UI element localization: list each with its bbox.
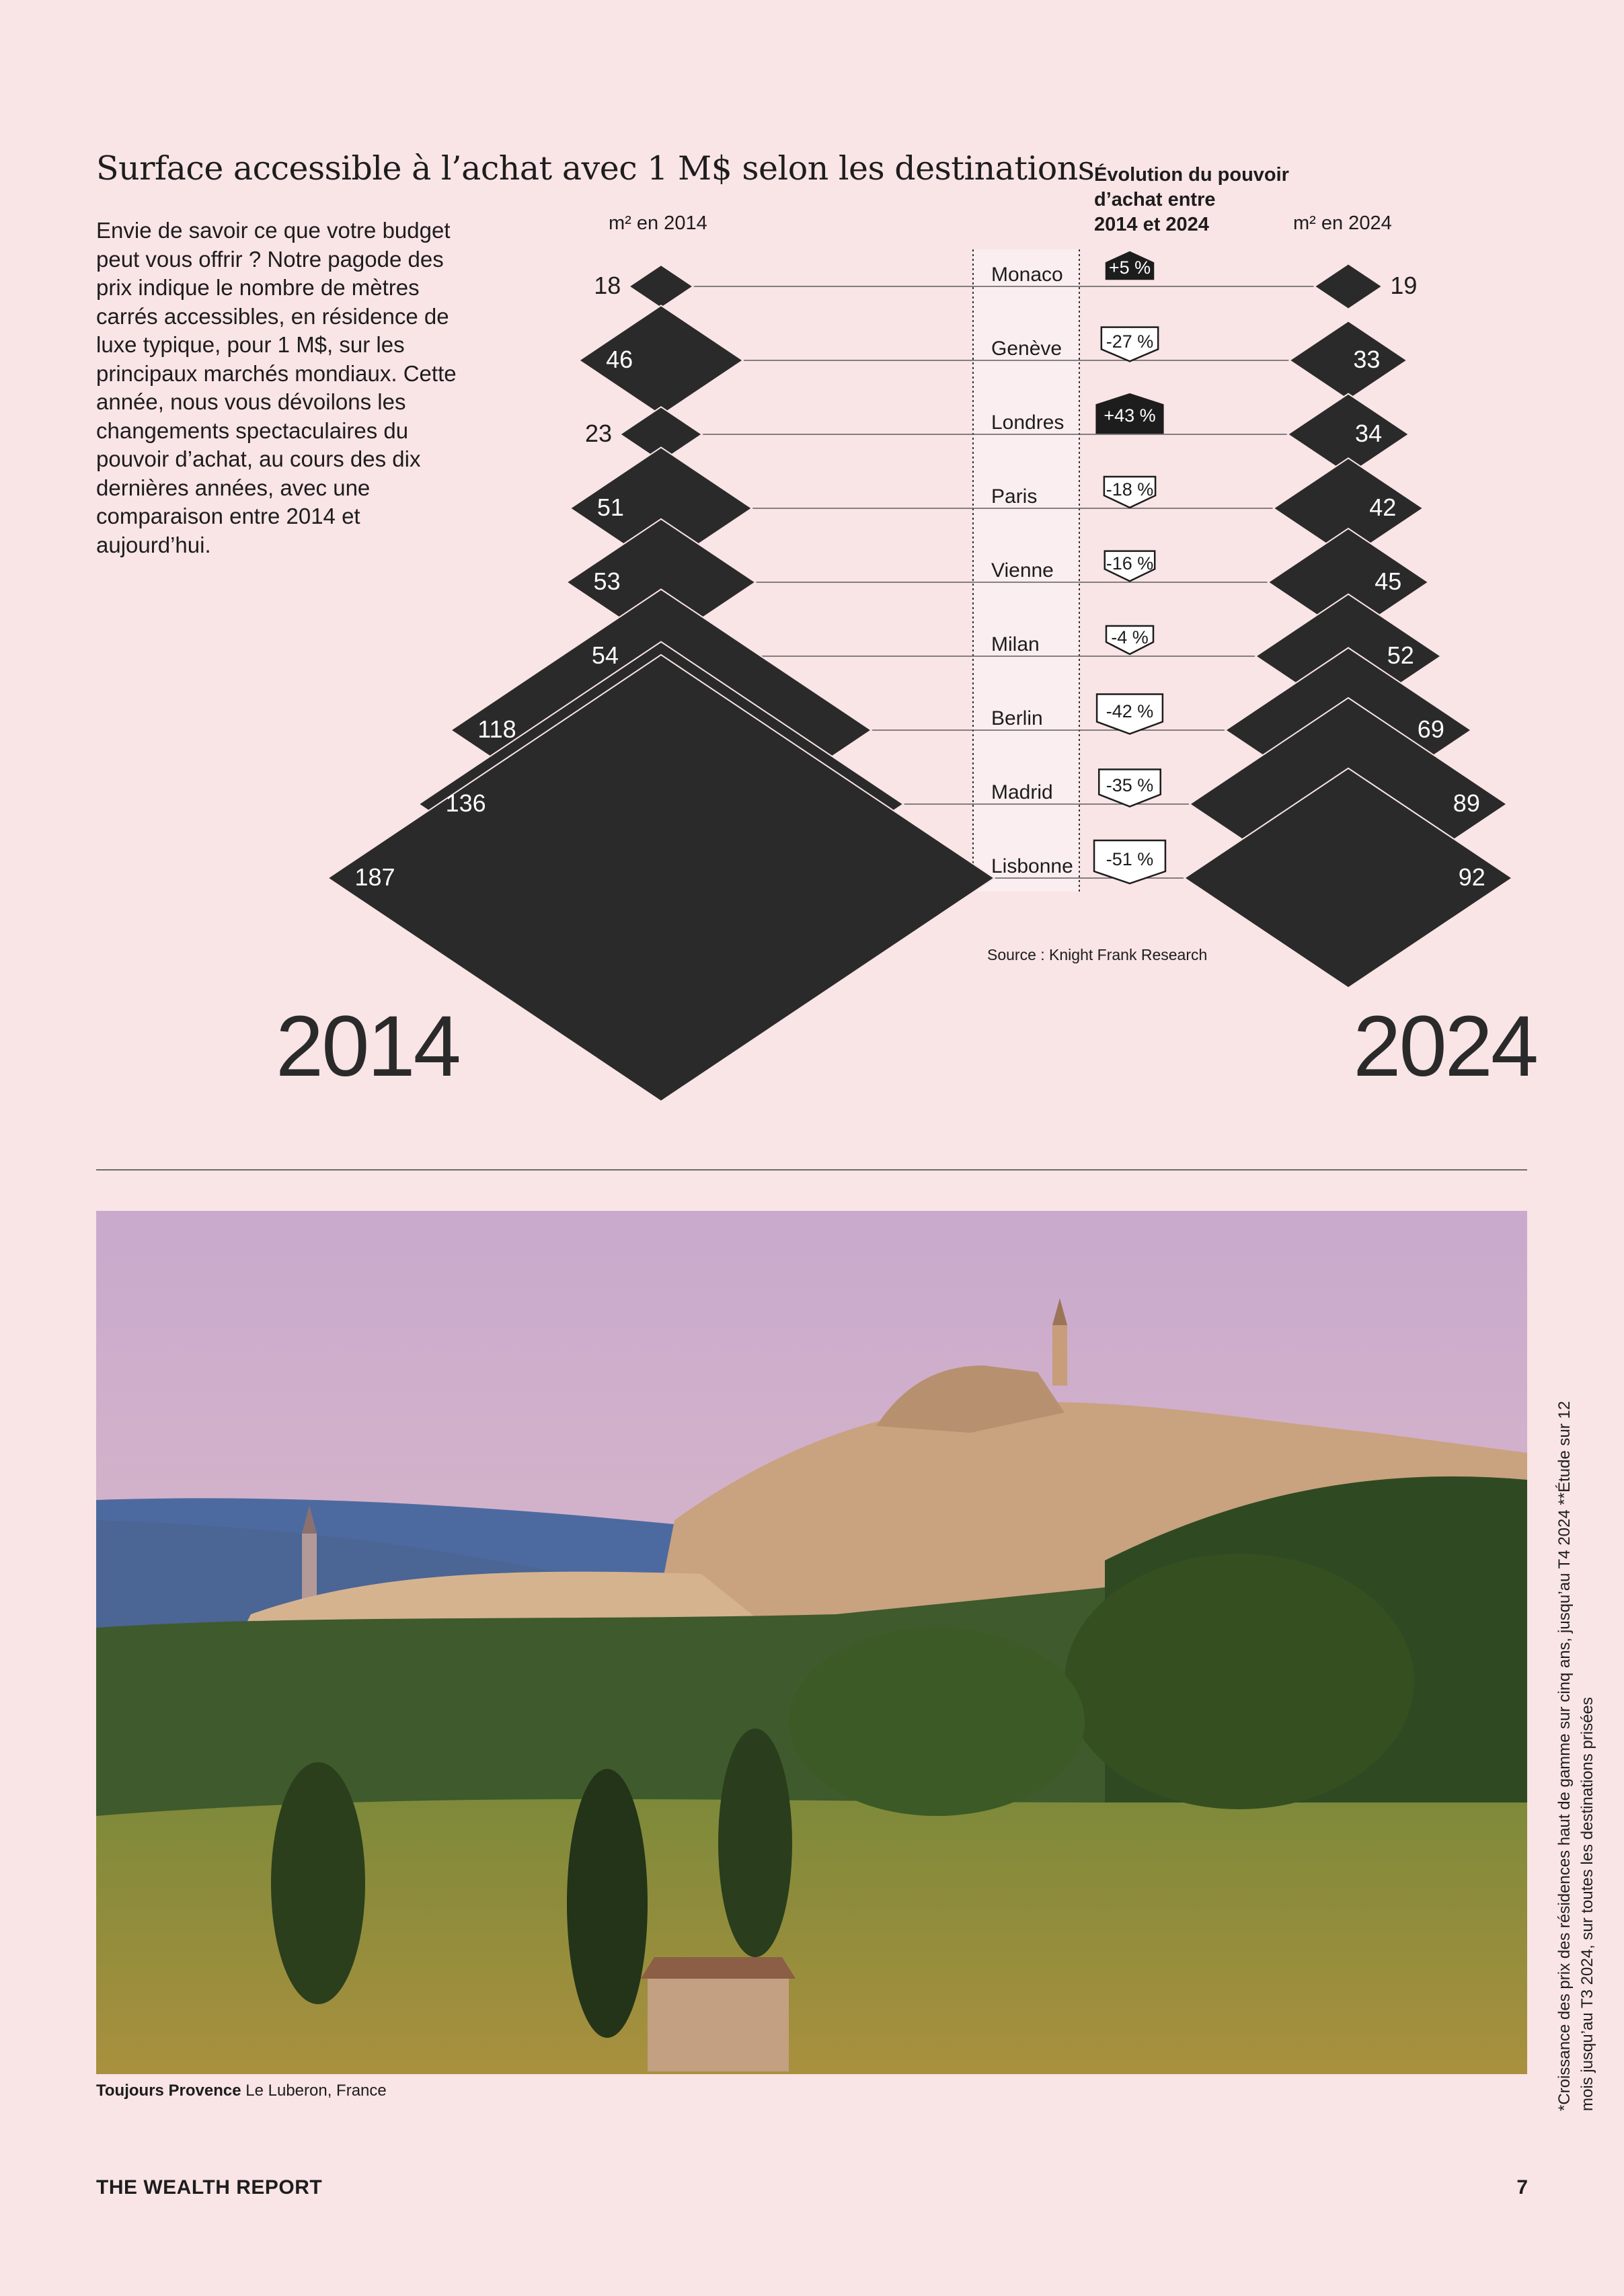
change-label-londres: +43 % — [1104, 405, 1156, 426]
change-label-berlin: -42 % — [1106, 701, 1154, 721]
change-label-geneve: -27 % — [1106, 331, 1154, 352]
diamond-2014-geneve — [579, 305, 743, 415]
provence-village-illustration — [96, 1211, 1527, 2074]
value-2014-berlin: 118 — [477, 715, 516, 743]
value-2014-milan: 54 — [591, 641, 619, 669]
header-2024: m² en 2024 — [1293, 212, 1392, 234]
city-label-londres: Londres — [991, 411, 1065, 434]
change-label-madrid: -35 % — [1106, 775, 1154, 795]
city-label-vienne: Vienne — [991, 559, 1054, 582]
diamond-2024-monaco — [1315, 264, 1383, 309]
value-2014-vienne: 53 — [593, 567, 621, 595]
value-2024-londres: 34 — [1355, 420, 1383, 447]
value-2024-geneve: 33 — [1353, 346, 1381, 373]
value-2024-vienne: 45 — [1375, 567, 1402, 595]
pagoda-chart — [0, 202, 1624, 1116]
footer-publication: THE WEALTH REPORT — [96, 2176, 323, 2199]
value-2024-berlin: 69 — [1417, 715, 1444, 743]
intro-paragraph: Envie de savoir ce que votre budget peut vous offrir ? Notre pagode des prix indique le nombre de mètres carrés accessibles, en résidence de luxe typique, pour 1 M$, sur les principaux marchés mondiaux. Cette année, nous vous dévoilons les changements spectaculaires du pouvoir d’achat, au cours des dix dernières années, avec une comparaison entre 2014 et aujourd’hui. — [96, 218, 457, 557]
value-2024-milan: 52 — [1387, 641, 1414, 669]
value-2024-lisbonne: 92 — [1458, 863, 1485, 891]
footnote: *Croissance des prix des résidences haut de gamme sur cinq ans, jusqu’au T4 2024 **Étude sur 12 mois jusqu’au T3 2024, sur toutes les destinations prisées — [1555, 1400, 1596, 2111]
city-label-berlin: Berlin — [991, 707, 1043, 729]
change-label-monaco: +5 % — [1108, 258, 1151, 278]
value-2024-monaco: 19 — [1390, 272, 1418, 299]
city-label-paris: Paris — [991, 485, 1038, 508]
year-label-2024: 2024 — [1353, 998, 1537, 1095]
city-label-madrid: Madrid — [991, 781, 1053, 803]
value-2014-londres: 23 — [585, 420, 613, 447]
header-change-line2: d’achat entre — [1094, 189, 1216, 210]
diamond-2014-monaco — [629, 265, 693, 308]
value-2014-monaco: 18 — [594, 272, 621, 299]
divider — [96, 1169, 1527, 1171]
value-2014-geneve: 46 — [606, 346, 633, 373]
header-change-line1: Évolution du pouvoir — [1094, 164, 1289, 186]
diamond-2024-geneve — [1290, 321, 1407, 399]
city-label-milan: Milan — [991, 633, 1040, 656]
caption-text: Le Luberon, France — [241, 2082, 387, 2100]
city-label-geneve: Genève — [991, 338, 1062, 360]
page-number: 7 — [1516, 2176, 1528, 2199]
year-label-2014: 2014 — [276, 998, 459, 1095]
change-label-milan: -4 % — [1111, 627, 1149, 647]
value-2014-paris: 51 — [596, 493, 624, 521]
value-2024-paris: 42 — [1369, 493, 1397, 521]
change-label-paris: -18 % — [1106, 479, 1154, 500]
value-2014-lisbonne: 187 — [354, 863, 395, 891]
header-change-line3: 2014 et 2024 — [1094, 214, 1209, 235]
header-2014: m² en 2014 — [609, 212, 707, 234]
landscape-photo — [96, 1211, 1527, 2074]
city-label-monaco: Monaco — [991, 264, 1063, 286]
caption-bold: Toujours Provence — [96, 2082, 241, 2100]
source-note: Source : Knight Frank Research — [987, 946, 1208, 963]
change-label-vienne: -16 % — [1106, 553, 1154, 573]
photo-caption — [96, 2082, 387, 2100]
city-label-lisbonne: Lisbonne — [991, 855, 1073, 877]
value-2024-madrid: 89 — [1453, 789, 1480, 817]
value-2014-madrid: 136 — [445, 789, 486, 817]
change-label-lisbonne: -51 % — [1106, 849, 1154, 869]
page-title: Surface accessible à l’achat avec 1 M$ selon les destinations — [96, 149, 1095, 188]
